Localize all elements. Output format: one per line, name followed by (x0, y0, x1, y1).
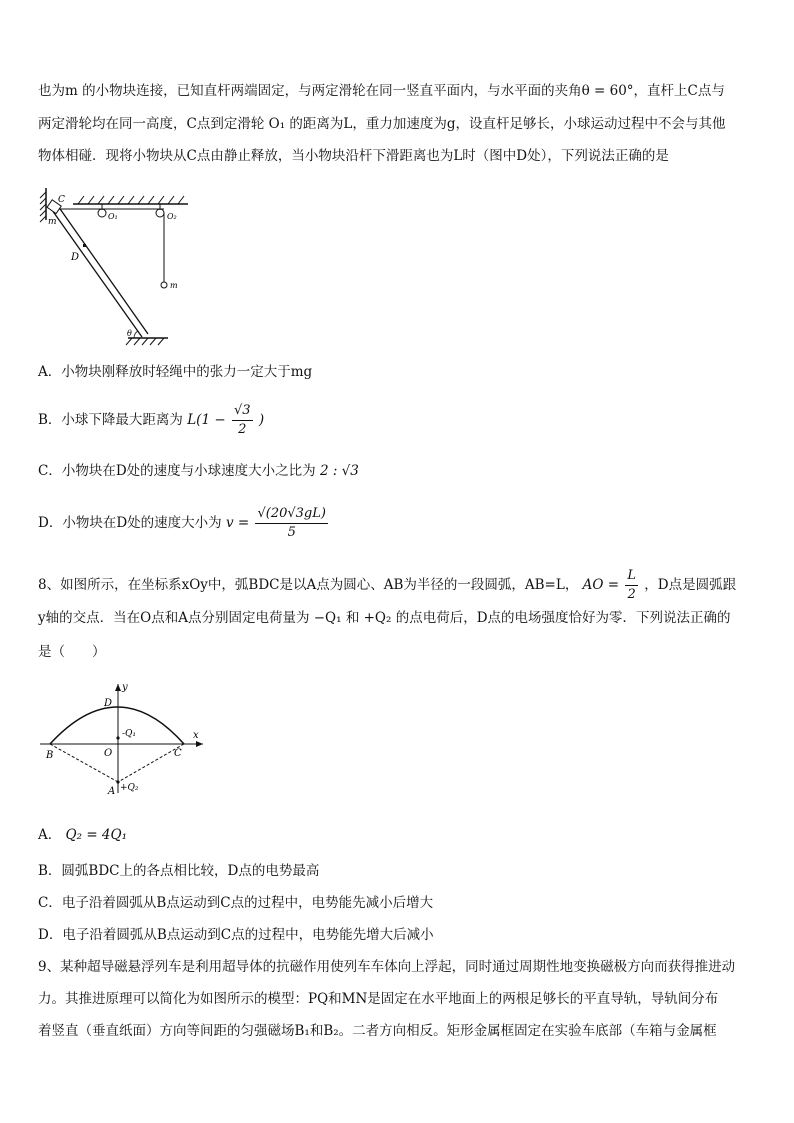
q7-option-b-denominator: 2 (238, 422, 247, 437)
q7-option-b-text: B．小球下降最大距离为 (38, 412, 183, 428)
q8-label-o: O (104, 748, 113, 759)
q8-text-line-3: 是（ ） (38, 644, 106, 660)
q7-option-b (38, 402, 264, 439)
q8-option-b: B．圆弧BDC上的各点相比较，D点的电势最高 (38, 863, 320, 879)
q7-label-m1: m (48, 217, 57, 227)
q7-label-theta: θ (127, 329, 132, 338)
q8-text-line-2: y轴的交点．当在O点和A点分别固定电荷量为 −Q₁ 和 +Q₂ 的点电荷后，D点的电场强度恰好为零．下列说法正确的 (38, 610, 731, 626)
q7-label-o1: O₁ (108, 212, 118, 221)
q7-option-d-text: D．小物块在D处的速度大小为 (38, 515, 222, 531)
q8-ao-label: AO = (582, 577, 620, 593)
q7-label-d: D (71, 252, 80, 263)
q8-label-d: D (104, 698, 113, 709)
q8-option-a (38, 826, 127, 844)
q7-option-d-v: v = (225, 515, 250, 531)
q8-label-a: A (108, 786, 116, 797)
q8-label-b: B (46, 750, 54, 761)
q7-option-a: A．小物块刚释放时轻绳中的张力一定大于mg (38, 364, 313, 380)
q7-option-d-numerator: √(20√3gL) (255, 505, 327, 524)
q7-label-c: C (58, 195, 65, 205)
q7-option-d (38, 505, 330, 542)
q7-option-d-denominator: 5 (287, 525, 296, 540)
q7-text-line-1: 也为m 的小物块连接，已知直杆两端固定，与两定滑轮在同一竖直平面内，与水平面的夹角θ = 60°，直杆上C点与 (38, 83, 725, 99)
q7-label-o2: O₂ (167, 212, 177, 221)
q8-figure (38, 678, 208, 808)
q7-option-b-expr: L(1 − (187, 412, 226, 428)
q7-option-d-fraction (255, 505, 327, 542)
q7-figure (38, 180, 198, 350)
q7-option-b-close: ) (258, 412, 265, 428)
q8-label-x: x (193, 730, 199, 741)
q7-text-line-3: 物体相碰．现将小物块从C点由静止释放，当小物块沿杆下滑距离也为L时（图中D处），下列说法正确的是 (38, 148, 669, 164)
q8-label-y: y (122, 682, 128, 693)
q8-option-a-text: A． (38, 827, 62, 843)
q8-option-c: C．电子沿着圆弧从B点运动到C点的过程中，电势能先减小后增大 (38, 895, 434, 911)
q7-label-m2: m (170, 281, 178, 290)
q7-option-c-expr: 2 : √3 (319, 463, 359, 479)
q9-text-line-1: 9、某种超导磁悬浮列车是利用超导体的抗磁作用使列车车体向上浮起，同时通过周期性地变换磁极方向而获得推进动 (38, 959, 736, 975)
q7-option-b-fraction (232, 402, 253, 439)
q8-ao-numerator: L (625, 567, 638, 586)
q8-option-a-expr: Q₂ = 4Q₁ (65, 827, 127, 843)
q9-text-line-3: 着竖直（垂直纸面）方向等间距的匀强磁场B₁和B₂。二者方向相反。矩形金属框固定在实验车底部（车箱与金属框 (38, 1023, 717, 1039)
q8-text-line-1b: ，D点是圆弧跟 (644, 577, 737, 593)
q8-option-d: D．电子沿着圆弧从B点运动到C点的过程中，电势能先增大后减小 (38, 927, 434, 943)
q8-ao-fraction (625, 567, 638, 604)
q8-ao-denominator: 2 (627, 587, 636, 602)
q7-option-b-numerator: √3 (232, 402, 253, 421)
q7-option-c-text: C．小物块在D处的速度与小球速度大小之比为 (38, 463, 316, 479)
q8-label-c: C (174, 748, 182, 759)
q7-text-line-2: 两定滑轮均在同一高度，C点到定滑轮 O₁ 的距离为L，重力加速度为g，设直杆足够长，小球运动过程中不会与其他 (38, 116, 726, 132)
q8-label-q1: -Q₁ (122, 729, 137, 739)
q7-option-c (38, 462, 359, 480)
q8-label-q2: +Q₂ (120, 783, 139, 793)
q8-text-line-1 (38, 567, 736, 604)
q8-text-line-1a: 8、如图所示，在坐标系xOy中，弧BDC是以A点为圆心、AB为半径的一段圆弧，AB=L， (38, 577, 579, 593)
q9-text-line-2: 力。其推进原理可以简化为如图所示的模型：PQ和MN是固定在水平地面上的两根足够长的平直导轨，导轨间分布 (38, 991, 719, 1007)
